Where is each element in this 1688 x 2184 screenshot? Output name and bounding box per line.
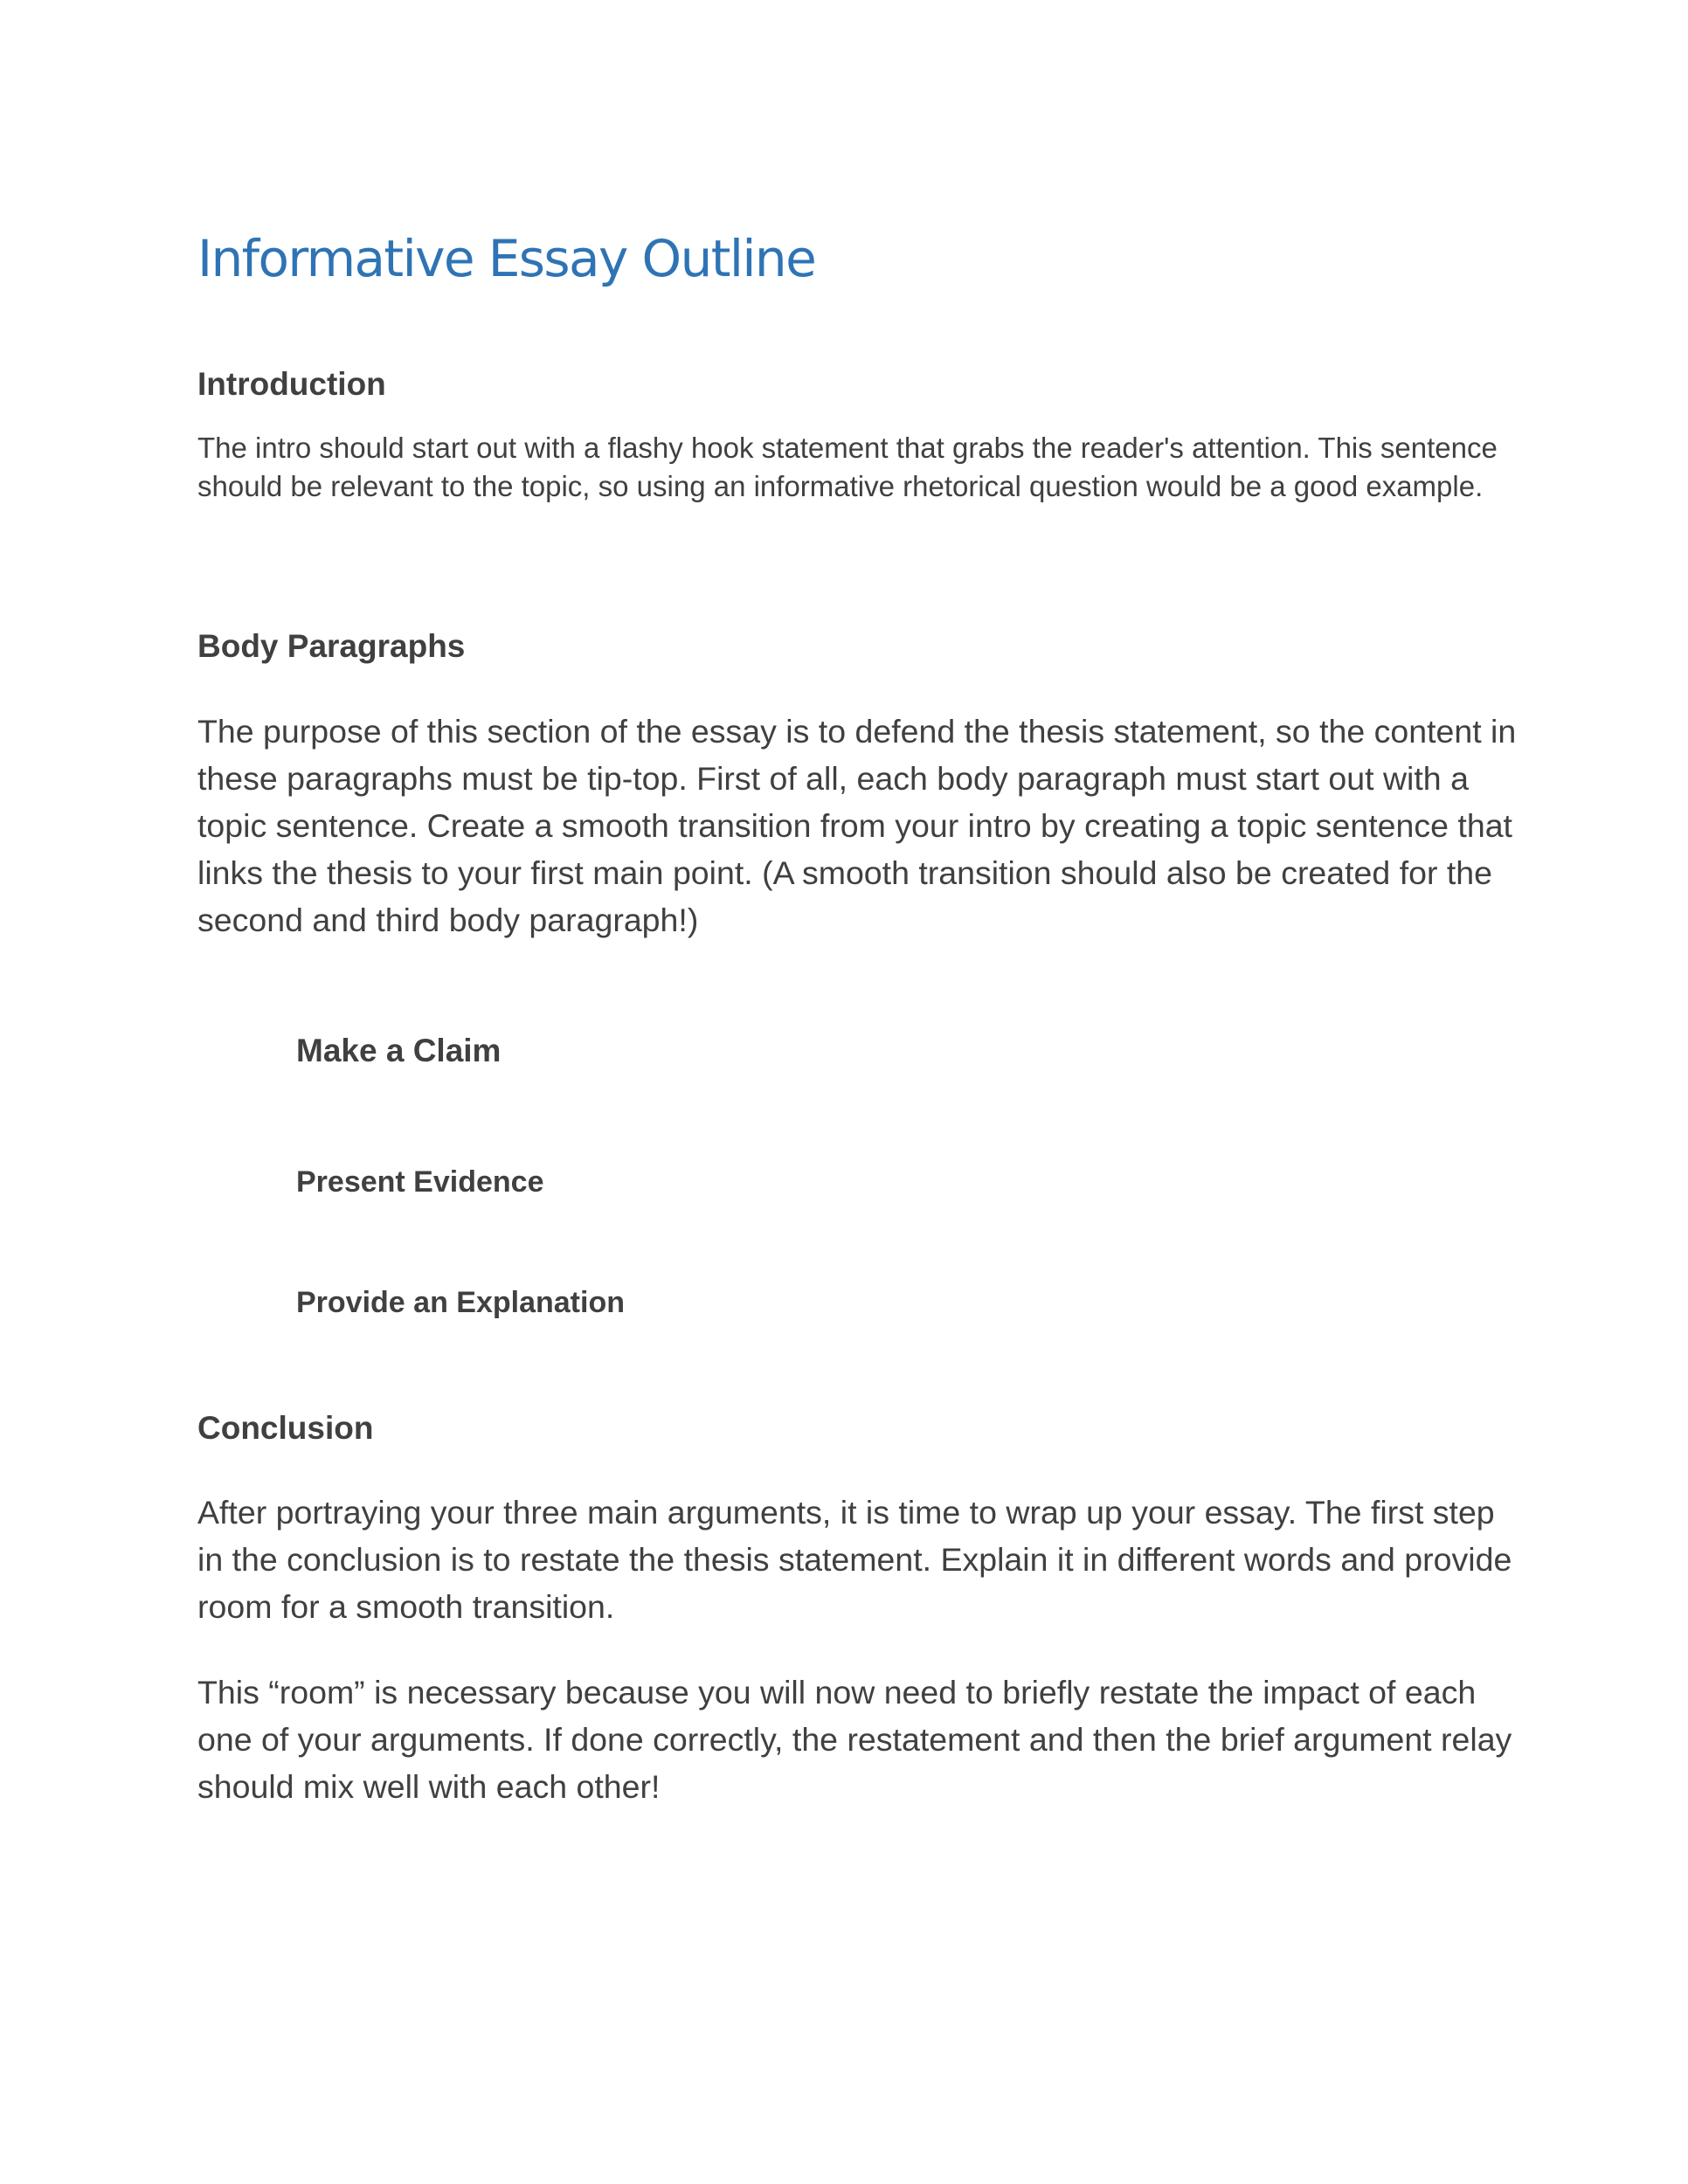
introduction-paragraph: The intro should start out with a flashy hook statement that grabs the reader's attention. This sentence should be relevant to the topic, so using an informative rhetorical question would be a good example. (197, 432, 1498, 502)
introduction-heading: Introduction (197, 366, 386, 402)
conclusion-heading: Conclusion (197, 1410, 374, 1446)
subheading-make-a-claim: Make a Claim (296, 1033, 502, 1068)
body-paragraphs-paragraph: The purpose of this section of the essay is to defend the thesis statement, so the content in these paragraphs must be tip-top. First of all, each body paragraph must start out with a topic sentence. Create a smooth transition from your intro by creating a topic sentence that links the thesis to your first main point. (A smooth transition should also be created for the second and third body paragraph!) (197, 713, 1517, 938)
conclusion-paragraph-1: After portraying your three main arguments, it is time to wrap up your essay. The first step in the conclusion is to restate the thesis statement. Explain it in different words and provide room for a smooth transition. (197, 1494, 1512, 1625)
subheading-present-evidence: Present Evidence (296, 1165, 544, 1199)
subheading-provide-an-explanation: Provide an Explanation (296, 1286, 625, 1319)
document-title: Informative Essay Outline (197, 229, 816, 288)
conclusion-paragraph-2: This “room” is necessary because you will now need to briefly restate the impact of each one of your arguments. If done correctly, the restatement and then the brief argument relay should mix well with each other! (197, 1674, 1512, 1805)
body-paragraphs-heading: Body Paragraphs (197, 628, 466, 664)
